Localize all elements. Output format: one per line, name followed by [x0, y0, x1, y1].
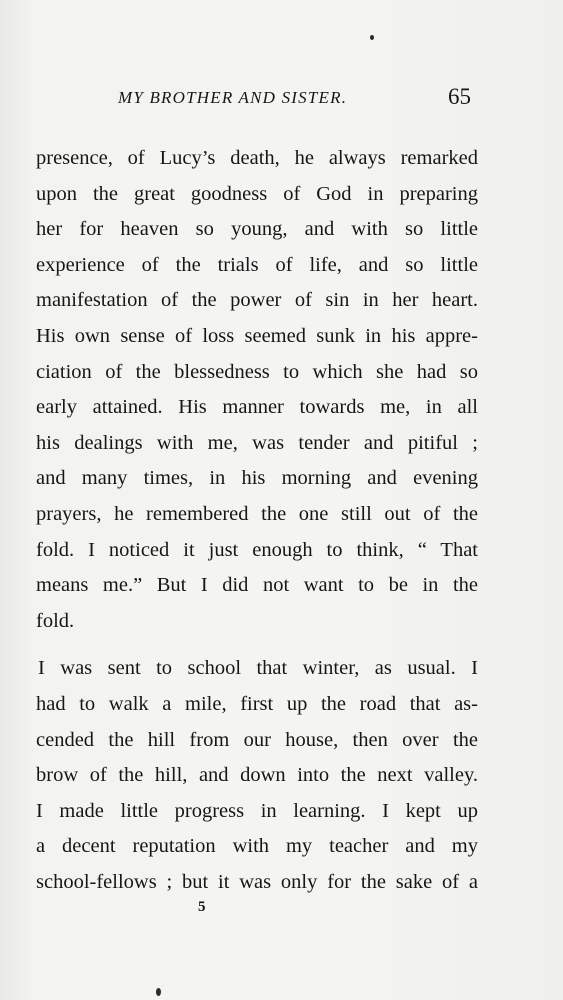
text-line: experience of the trials of life, and so little: [36, 253, 478, 276]
text-line: upon the great goodness of God in preparing: [36, 182, 478, 205]
signature-mark: 5: [198, 899, 206, 915]
text-line: presence, of Lucy’s death, he always remarked: [36, 147, 478, 169]
text-line: means me.” But I did not want to be in the: [36, 574, 478, 597]
ink-speck: [370, 35, 374, 40]
paragraph-2: [36, 651, 478, 900]
text-line: school-fellows ; but it was only for the sake of a: [36, 870, 478, 893]
text-line: his dealings with me, was tender and pitiful ;: [36, 431, 478, 454]
text-line: I made little progress in learning. I kept up: [36, 799, 478, 822]
text-line: fold.: [36, 609, 75, 632]
running-head-title: MY BROTHER AND SISTER.: [118, 88, 348, 107]
text-line: I was sent to school that winter, as usual. I: [38, 657, 478, 680]
text-line: fold. I noticed it just enough to think, “ That: [36, 538, 478, 561]
text-line: had to walk a mile, first up the road that as-: [36, 692, 478, 715]
text-line: brow of the hill, and down into the next valley.: [36, 764, 478, 787]
text-line: early attained. His manner towards me, in all: [36, 396, 478, 419]
text-line: ciation of the blessedness to which she had so: [36, 360, 478, 383]
text-line: a decent reputation with my teacher and my: [36, 835, 478, 858]
body-text: [36, 141, 478, 900]
paragraph-1: [36, 141, 478, 639]
text-line: and many times, in his morning and evening: [36, 467, 478, 490]
text-line: her for heaven so young, and with so little: [36, 218, 478, 241]
ink-speck: [156, 988, 161, 996]
page-number: 65: [448, 84, 471, 109]
text-line: cended the hill from our house, then over the: [36, 728, 478, 751]
text-line: manifestation of the power of sin in her heart.: [36, 289, 478, 312]
paragraph-gap: [36, 639, 478, 651]
text-line: His own sense of loss seemed sunk in his appre-: [36, 324, 478, 347]
text-line: prayers, he remembered the one still out of the: [36, 502, 478, 525]
